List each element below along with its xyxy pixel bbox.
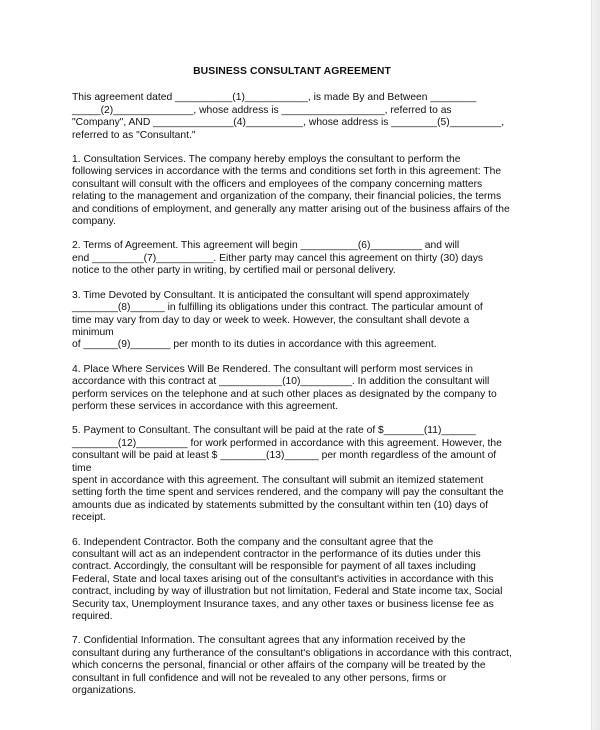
section-place-of-services: 4. Place Where Services Will Be Rendered. The consultant will perform most services in accordance with this contract at ___________(10)_________. In addition the consultant will perform services on the telephone and at such other places as designated by the company to perform these services in accordance with this agreement. xyxy=(72,363,497,412)
scrollbar[interactable] xyxy=(591,0,600,730)
section-independent-contractor: 6. Independent Contractor. Both the company and the consultant agree that the consultant will act as an independent contractor in the performance of its duties under this contract. Accordingly, the consultant will be responsible for payment of all taxes including Federal, State and local taxes arising out of the consultant's activities in accordance with this contract, including by way of illustration but not limitation, Federal and State income tax, Social Security tax, Unemployment Insurance taxes, and any other taxes or business license fee as required. xyxy=(72,536,503,623)
section-time-devoted: 3. Time Devoted by Consultant. It is anticipated the consultant will spend approximately ________(8)______ in fulfilling its obligations under this contract. The particular amount of time may vary from day to day or week to week. However, the consultant shall devote a minimum of ______(9)_______ per month to its duties in accordance with this agreement. xyxy=(72,289,483,351)
section-confidential-information: 7. Confidential Information. The consultant agrees that any information received by the consultant during any furtherance of the consultant's obligations in accordance with this contract, which concerns the personal, financial or other affairs of the company will be treated by the consultant in full confidence and will not be revealed to any other persons, firms or organizations. xyxy=(72,635,512,697)
document-page xyxy=(72,66,512,709)
intro-paragraph: This agreement dated __________(1)___________, is made By and Between ________ _____(2)______________, whose address is __________________, referred to as "Company", AND ______________(4)__________, whose address is ________(5)_________, referred to as "Consultant." xyxy=(72,92,505,141)
document-title: BUSINESS CONSULTANT AGREEMENT xyxy=(193,66,391,77)
section-consultation-services: 1. Consultation Services. The company hereby employs the consultant to perform the following services in accordance with the terms and conditions set forth in this agreement: The consultant will consult with the officers and employees of the company concerning matters relating to the management and organization of the company, their financial policies, the terms and conditions of employment, and generally any matter arising out of the business affairs of the company. xyxy=(72,154,510,228)
section-terms-of-agreement: 2. Terms of Agreement. This agreement will begin __________(6)_________ and will end _________(7)__________. Either party may cancel this agreement on thirty (30) days notice to the other party in writing, by certified mail or personal delivery. xyxy=(72,240,483,277)
section-payment: 5. Payment to Consultant. The consultant will be paid at the rate of $_______(11)______ ________(12)_________ for work performed in accordance with this agreement. However, the consultant will be paid at least $ ________(13)______ per month regardless of the amount of time spent in accordance with this agreement. The consultant will submit an itemized statement setting forth the time spent and services rendered, and the company will pay the consultant the amounts due as indicated by statements submitted by the consultant within ten (10) days of receipt. xyxy=(72,425,504,524)
